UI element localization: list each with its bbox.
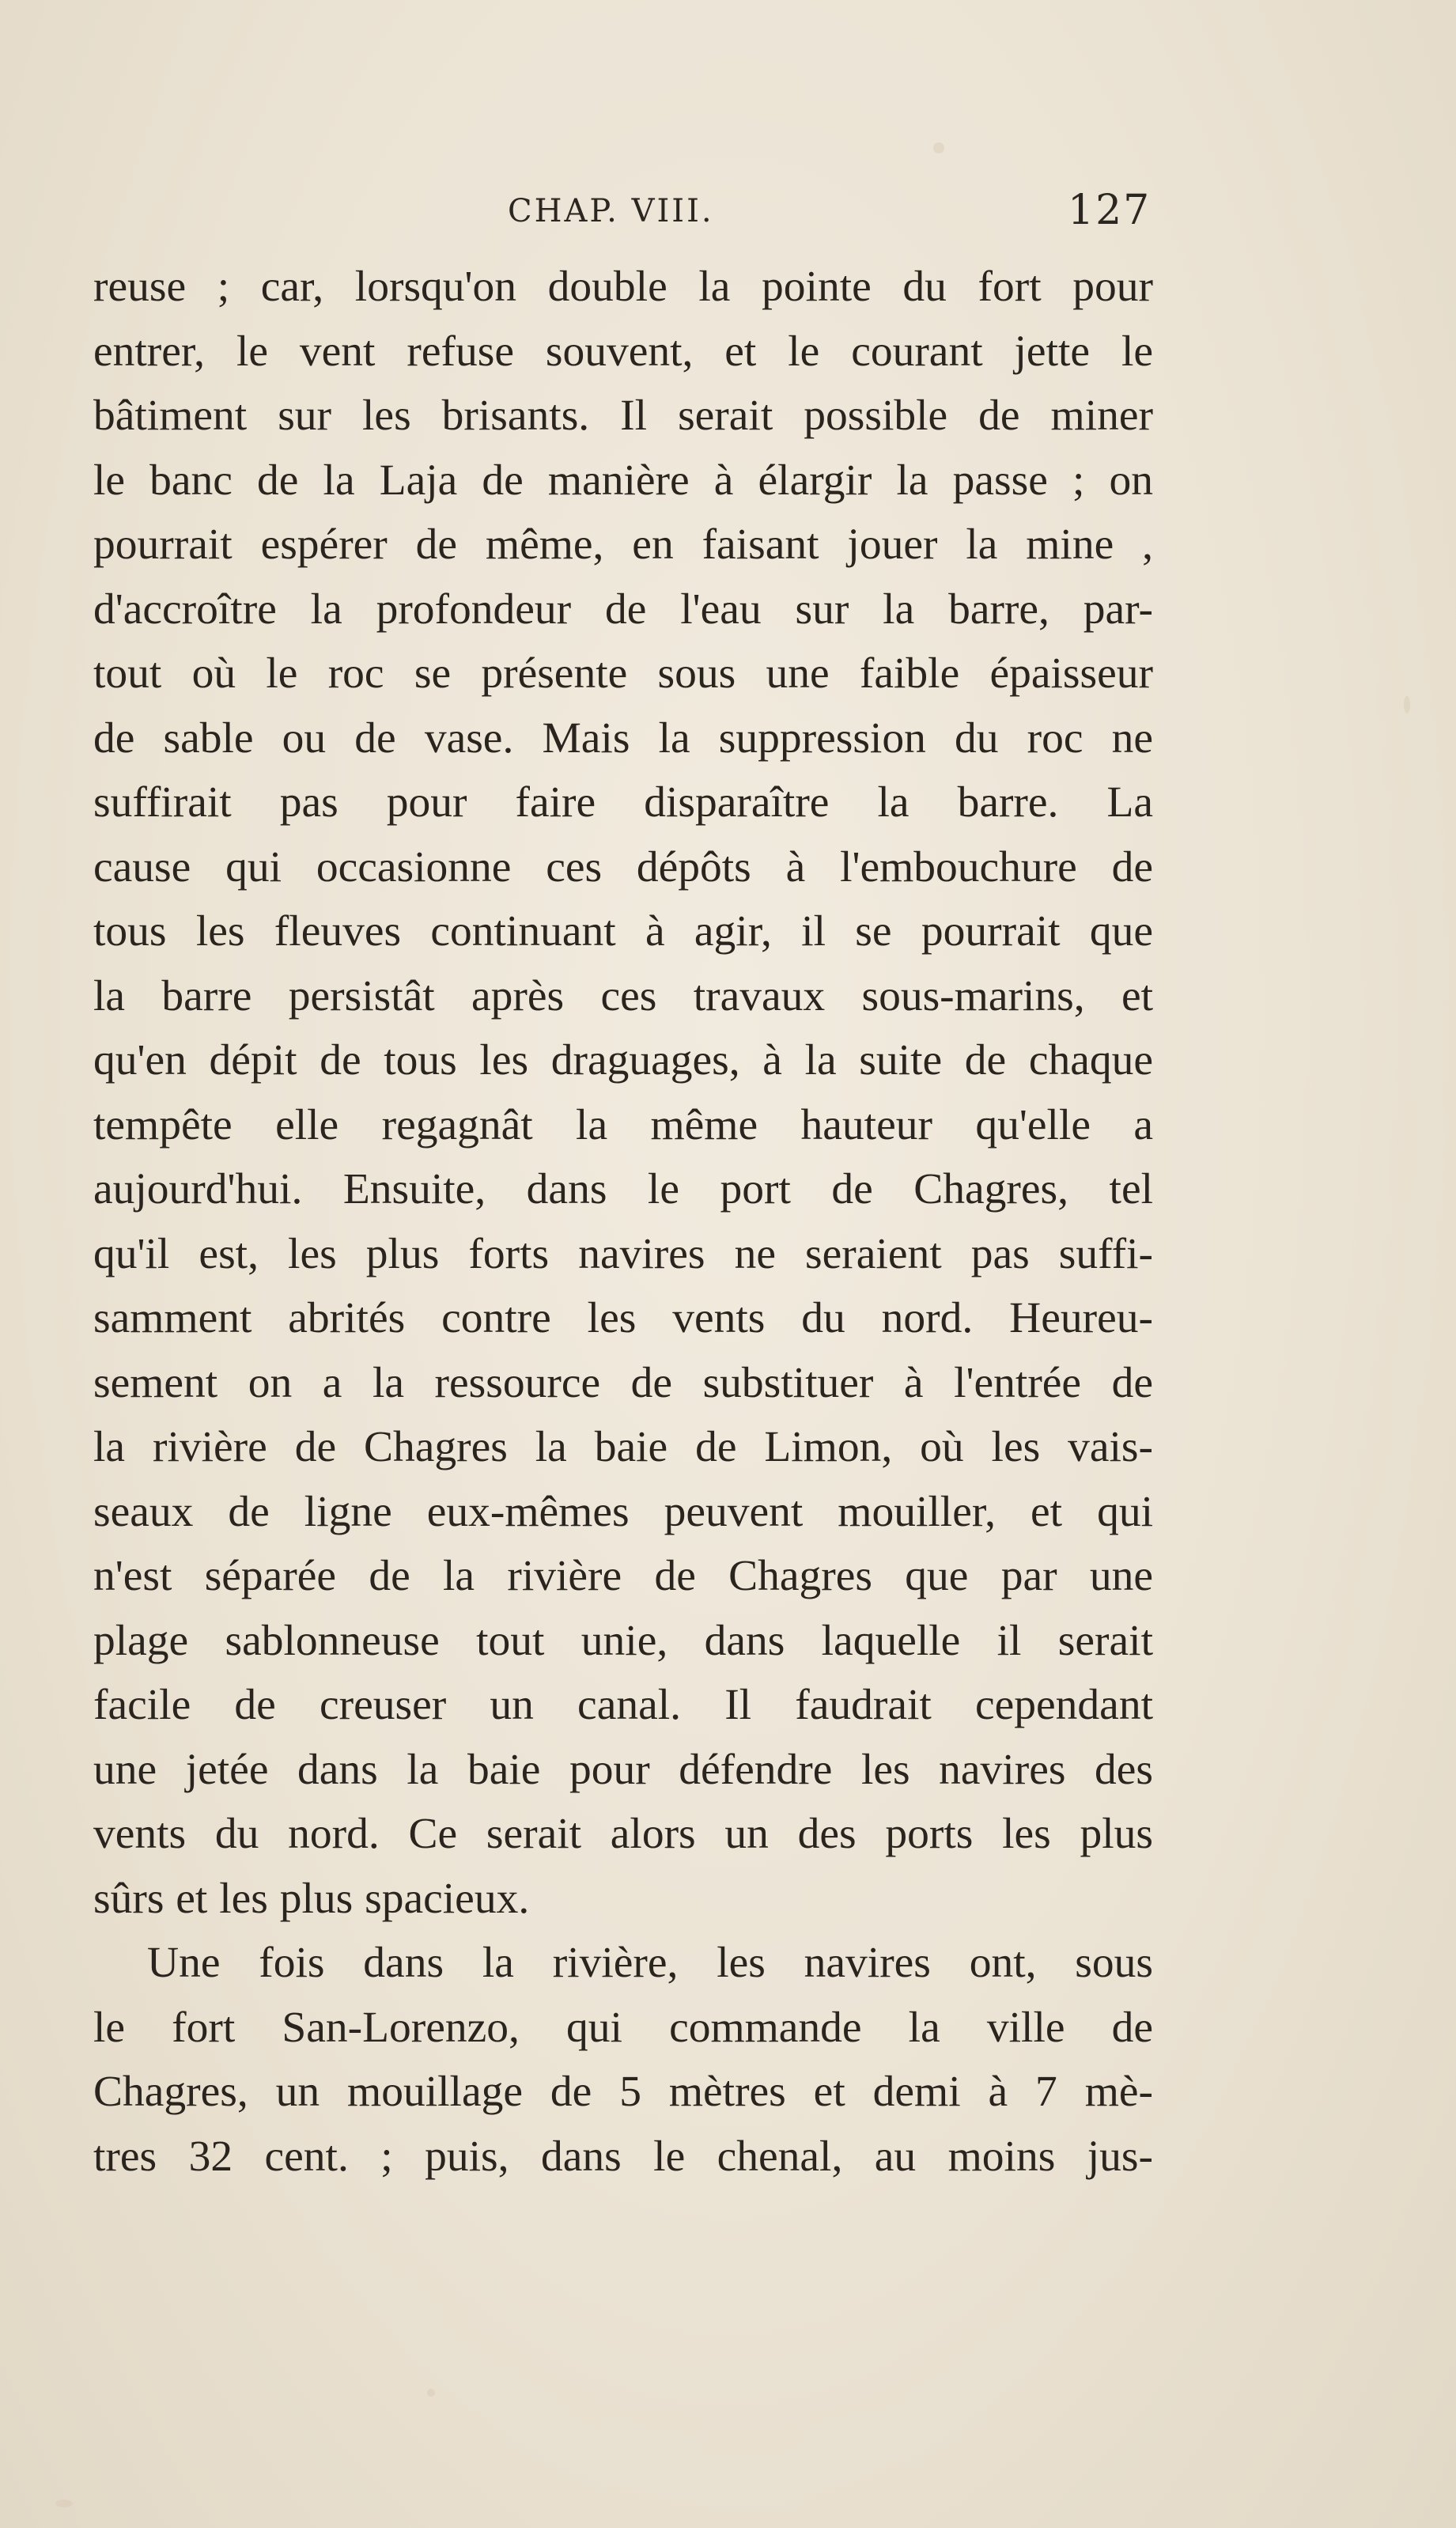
text-line: bâtiment sur les brisants. Il serait possible de miner	[93, 392, 1153, 440]
text-line: facile de creuser un canal. Il faudrait cependant	[93, 1681, 1153, 1729]
text-line: qu'il est, les plus forts navires ne seraient pas suffi-	[93, 1229, 1153, 1278]
text-line: seaux de ligne eux-mêmes peuvent mouiller, et qui	[93, 1487, 1153, 1536]
text-line: tres 32 cent. ; puis, dans le chenal, au moins jus-	[93, 2132, 1153, 2181]
paper-stain	[933, 142, 944, 153]
paper-stain	[55, 2500, 73, 2507]
text-line: samment abrités contre les vents du nord. Heureu-	[93, 1294, 1153, 1342]
page-number: 127	[1068, 187, 1152, 234]
text-line: suffirait pas pour faire disparaître la barre. La	[93, 778, 1153, 827]
text-line: n'est séparée de la rivière de Chagres que par une	[93, 1552, 1153, 1600]
text-line: vents du nord. Ce serait alors un des ports les plus	[93, 1810, 1153, 1858]
text-line: une jetée dans la baie pour défendre les navires des	[93, 1745, 1153, 1794]
text-line: reuse ; car, lorsqu'on double la pointe du fort pour	[93, 263, 1153, 311]
text-line: la barre persistât après ces travaux sous-marins, et	[93, 971, 1153, 1020]
text-line: la rivière de Chagres la baie de Limon, où les vais-	[93, 1423, 1153, 1471]
paper-stain	[427, 2389, 435, 2397]
text-line: sûrs et les plus spacieux.	[93, 1874, 530, 1923]
text-line: entrer, le vent refuse souvent, et le courant jette le	[93, 327, 1153, 376]
text-line: sement on a la ressource de substituer à l'entrée de	[93, 1358, 1153, 1407]
text-line: le fort San-Lorenzo, qui commande la ville de	[93, 2003, 1153, 2052]
page-header	[0, 179, 1456, 242]
text-line: plage sablonneuse tout unie, dans laquelle il serait	[93, 1616, 1153, 1665]
body-text	[93, 255, 1153, 2189]
paper-stain	[1404, 696, 1410, 713]
running-head: CHAP. VIII.	[508, 193, 714, 229]
text-line: de sable ou de vase. Mais la suppression du roc ne	[93, 713, 1153, 763]
text-line: tous les fleuves continuant à agir, il se pourrait que	[93, 907, 1153, 956]
text-line: Chagres, un mouillage de 5 mètres et demi à 7 mè-	[93, 2068, 1153, 2116]
text-line: Une fois dans la rivière, les navires ont, sous	[147, 1939, 1153, 1987]
text-line: cause qui occasionne ces dépôts à l'embouchure de	[93, 842, 1153, 891]
text-line: le banc de la Laja de manière à élargir la passe ; on	[93, 456, 1153, 505]
text-line: d'accroître la profondeur de l'eau sur la barre, par-	[93, 585, 1153, 634]
text-line: tout où le roc se présente sous une faible épaisseur	[93, 649, 1153, 698]
text-line: tempête elle regagnât la même hauteur qu'elle a	[93, 1100, 1153, 1149]
text-line: qu'en dépit de tous les draguages, à la suite de chaque	[93, 1036, 1153, 1084]
text-line: pourrait espérer de même, en faisant jouer la mine ,	[93, 520, 1153, 569]
text-line: aujourd'hui. Ensuite, dans le port de Chagres, tel	[93, 1165, 1153, 1213]
